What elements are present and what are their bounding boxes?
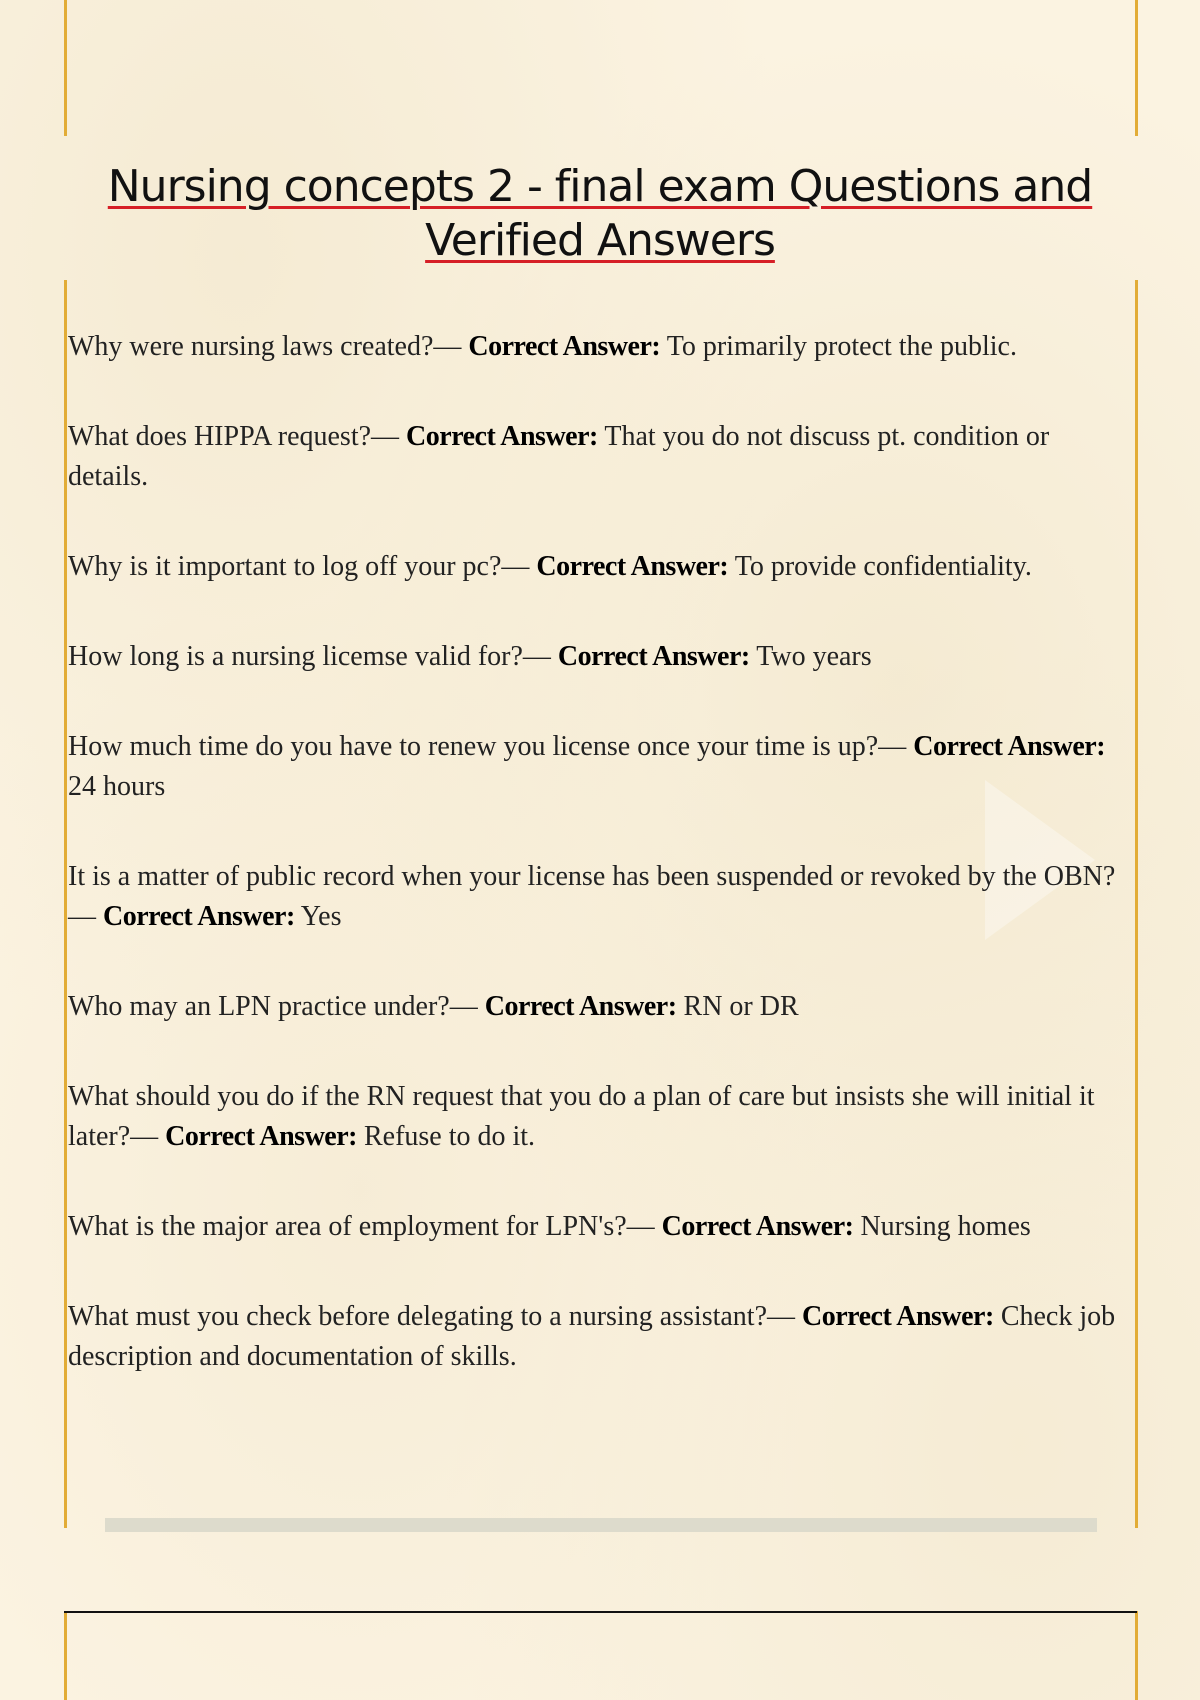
correct-answer-label: Correct Answer: [802, 1301, 994, 1332]
section-shadow-bar [105, 1518, 1097, 1532]
qa-item [68, 417, 1120, 497]
bottom-divider [64, 1611, 1137, 1613]
answer-text: To primarily protect the public. [660, 331, 1017, 362]
correct-answer-label: Correct Answer: [661, 1211, 854, 1242]
correct-answer-label: Correct Answer: [406, 421, 598, 452]
question-text: What does HIPPA request?— [68, 421, 407, 452]
question-text: It is a matter of public record when your license has been suspended or revoked by the OBN?— [68, 861, 1116, 932]
answer-text: RN or DR [676, 991, 799, 1022]
qa-item [68, 1077, 1120, 1157]
question-text: What is the major area of employment for LPN's?— [68, 1211, 662, 1242]
answer-text: Two years [749, 641, 872, 672]
question-text: How much time do you have to renew you license once your time is up?— [68, 731, 914, 762]
answer-text: Nursing homes [853, 1211, 1031, 1242]
top-left-border-line [64, 0, 67, 136]
question-text: Who may an LPN practice under?— [68, 991, 485, 1022]
question-text: What should you do if the RN request that you do a plan of care but insists she will initial it later?— [68, 1081, 1095, 1152]
answer-text: To provide confidentiality. [728, 551, 1032, 582]
correct-answer-label: Correct Answer: [536, 551, 729, 582]
qa-item [68, 327, 1120, 367]
right-border-line [1135, 280, 1138, 1528]
correct-answer-label: Correct Answer: [165, 1121, 357, 1152]
qa-item [68, 727, 1120, 807]
question-text: How long is a nursing licemse valid for?— [68, 641, 558, 672]
correct-answer-label: Correct Answer: [103, 901, 295, 932]
qa-item [68, 637, 1120, 677]
correct-answer-label: Correct Answer: [913, 731, 1106, 762]
top-right-border-line [1135, 0, 1138, 136]
answer-text: That you do not discuss pt. condition or details. [68, 421, 1050, 492]
qa-item [68, 857, 1120, 937]
qa-item [68, 987, 1120, 1027]
qa-item [68, 1297, 1120, 1377]
left-border-line [64, 280, 67, 1528]
question-text: Why is it important to log off your pc?— [68, 551, 537, 582]
qa-list [68, 327, 1120, 1427]
bottom-right-border-line [1135, 1611, 1138, 1700]
qa-item [68, 1207, 1120, 1247]
correct-answer-label: Correct Answer: [557, 641, 750, 672]
document-title-text: Nursing concepts 2 - final exam Questions and Verified Answers [107, 161, 1093, 266]
answer-text: 24 hours [68, 771, 166, 802]
correct-answer-label: Correct Answer: [468, 331, 661, 362]
question-text: What must you check before delegating to a nursing assistant?— [68, 1301, 803, 1332]
answer-text: Yes [294, 901, 342, 932]
qa-item [68, 547, 1120, 587]
document-title [70, 160, 1130, 268]
answer-text: Check job description and documentation of skills. [68, 1301, 1116, 1372]
question-text: Why were nursing laws created?— [68, 331, 469, 362]
bottom-left-border-line [64, 1611, 67, 1700]
answer-text: Refuse to do it. [356, 1121, 536, 1152]
correct-answer-label: Correct Answer: [484, 991, 677, 1022]
